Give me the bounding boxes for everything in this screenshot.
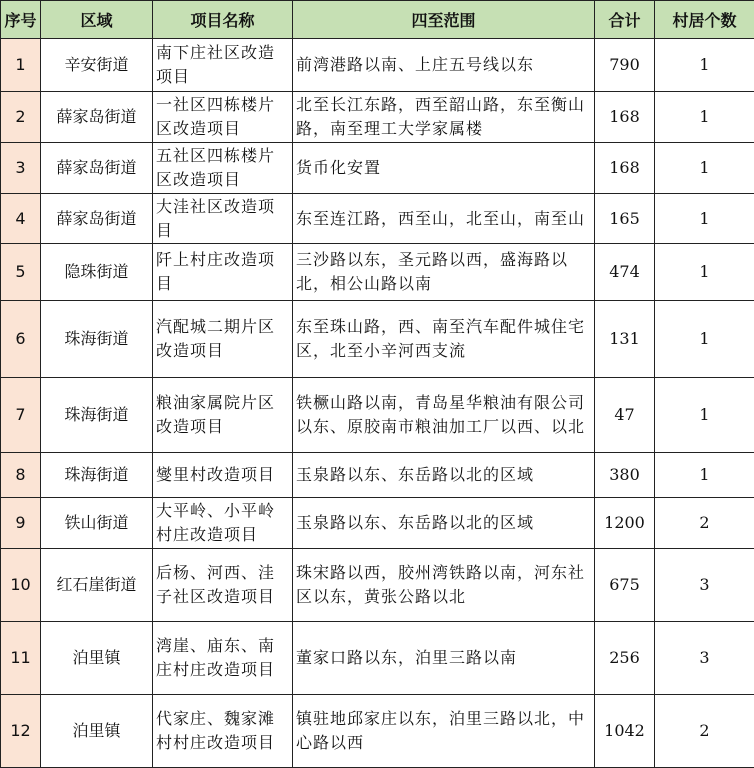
row-project-name: 南下庄社区改造项目	[153, 39, 293, 92]
row-range: 镇驻地邱家庄以东，泊里三路以北，中心路以西	[293, 695, 595, 768]
row-village-count: 2	[655, 695, 754, 768]
row-index: 3	[1, 143, 41, 194]
row-total: 256	[595, 622, 655, 695]
header-total: 合计	[595, 1, 655, 39]
row-range: 董家口路以东，泊里三路以南	[293, 622, 595, 695]
row-index: 8	[1, 453, 41, 498]
table-row	[1, 39, 754, 92]
row-total: 790	[595, 39, 655, 92]
row-village-count: 2	[655, 498, 754, 549]
row-range: 北至长江东路，西至韶山路，东至衡山路，南至理工大学家属楼	[293, 92, 595, 143]
row-total: 168	[595, 92, 655, 143]
row-village-count: 1	[655, 39, 754, 92]
header-range: 四至范围	[293, 1, 595, 39]
header-count: 村居个数	[655, 1, 754, 39]
row-village-count: 1	[655, 194, 754, 244]
row-area: 隐珠街道	[41, 244, 153, 301]
row-range: 东至连江路，西至山，北至山，南至山	[293, 194, 595, 244]
row-area: 薛家岛街道	[41, 194, 153, 244]
row-index: 4	[1, 194, 41, 244]
row-total: 165	[595, 194, 655, 244]
row-project-name: 粮油家属院片区改造项目	[153, 378, 293, 453]
row-area: 薛家岛街道	[41, 143, 153, 194]
row-project-name: 汽配城二期片区改造项目	[153, 301, 293, 378]
row-village-count: 3	[655, 549, 754, 622]
row-village-count: 1	[655, 453, 754, 498]
row-village-count: 1	[655, 301, 754, 378]
row-index: 9	[1, 498, 41, 549]
row-total: 675	[595, 549, 655, 622]
row-range: 货币化安置	[293, 143, 595, 194]
row-range: 前湾港路以南、上庄五号线以东	[293, 39, 595, 92]
row-index: 7	[1, 378, 41, 453]
row-village-count: 3	[655, 622, 754, 695]
table-row	[1, 498, 754, 549]
row-range: 珠宋路以西，胶州湾铁路以南，河东社区以东，黄张公路以北	[293, 549, 595, 622]
table-row	[1, 695, 754, 768]
table-row	[1, 92, 754, 143]
row-area: 珠海街道	[41, 301, 153, 378]
row-range: 三沙路以东，圣元路以西，盛海路以北，相公山路以南	[293, 244, 595, 301]
row-area: 珠海街道	[41, 453, 153, 498]
row-area: 辛安街道	[41, 39, 153, 92]
row-area: 红石崖街道	[41, 549, 153, 622]
row-total: 474	[595, 244, 655, 301]
row-range: 铁橛山路以南，青岛星华粮油有限公司以东、原胶南市粮油加工厂以西、以北	[293, 378, 595, 453]
row-project-name: 湾崖、庙东、南庄村庄改造项目	[153, 622, 293, 695]
row-range: 东至珠山路，西、南至汽车配件城住宅区，北至小辛河西支流	[293, 301, 595, 378]
row-range: 玉泉路以东、东岳路以北的区域	[293, 498, 595, 549]
row-total: 380	[595, 453, 655, 498]
row-area: 泊里镇	[41, 622, 153, 695]
table-row	[1, 453, 754, 498]
table-row	[1, 378, 754, 453]
row-project-name: 燮里村改造项目	[153, 453, 293, 498]
row-total: 1200	[595, 498, 655, 549]
row-area: 铁山街道	[41, 498, 153, 549]
row-total: 168	[595, 143, 655, 194]
row-total: 131	[595, 301, 655, 378]
header-name: 项目名称	[153, 1, 293, 39]
row-index: 12	[1, 695, 41, 768]
row-index: 10	[1, 549, 41, 622]
row-index: 5	[1, 244, 41, 301]
table-row	[1, 549, 754, 622]
row-area: 泊里镇	[41, 695, 153, 768]
row-project-name: 大平岭、小平岭村庄改造项目	[153, 498, 293, 549]
header-idx: 序号	[1, 1, 41, 39]
row-total: 1042	[595, 695, 655, 768]
row-project-name: 代家庄、魏家滩村村庄改造项目	[153, 695, 293, 768]
row-project-name: 五社区四栋楼片区改造项目	[153, 143, 293, 194]
row-village-count: 1	[655, 378, 754, 453]
header-area: 区域	[41, 1, 153, 39]
row-village-count: 1	[655, 92, 754, 143]
row-area: 珠海街道	[41, 378, 153, 453]
table-row	[1, 194, 754, 244]
row-range: 玉泉路以东、东岳路以北的区域	[293, 453, 595, 498]
row-index: 11	[1, 622, 41, 695]
row-total: 47	[595, 378, 655, 453]
row-index: 1	[1, 39, 41, 92]
table-row	[1, 143, 754, 194]
row-project-name: 大洼社区改造项目	[153, 194, 293, 244]
row-village-count: 1	[655, 143, 754, 194]
row-village-count: 1	[655, 244, 754, 301]
table-row	[1, 301, 754, 378]
row-index: 6	[1, 301, 41, 378]
row-project-name: 后杨、河西、洼子社区改造项目	[153, 549, 293, 622]
row-index: 2	[1, 92, 41, 143]
table-row	[1, 622, 754, 695]
header-row	[1, 1, 754, 39]
row-project-name: 一社区四栋楼片区改造项目	[153, 92, 293, 143]
row-area: 薛家岛街道	[41, 92, 153, 143]
table-row	[1, 244, 754, 301]
row-project-name: 阡上村庄改造项目	[153, 244, 293, 301]
